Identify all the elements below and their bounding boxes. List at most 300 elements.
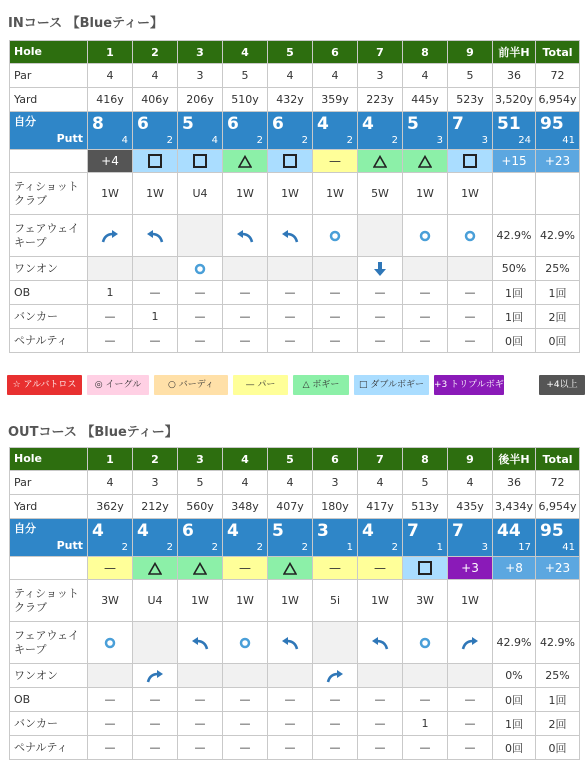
par-row-cell: 4: [133, 64, 178, 88]
one-on-row-cell: [178, 664, 223, 688]
tee-club-row-cell: 1W: [313, 173, 358, 215]
bunker-row-cell: —: [88, 305, 133, 329]
result-cell-bogey: [178, 557, 223, 580]
in-course-title: INコース 【Blueティー】: [8, 16, 163, 31]
ob-row-label: OB: [10, 688, 88, 712]
score-cell: [133, 519, 178, 557]
penalty-row-label: ペナルティ: [10, 736, 88, 760]
score-cell: [358, 519, 403, 557]
bogey-icon: [193, 562, 207, 575]
putt-label: Putt: [56, 132, 83, 145]
result-row: [10, 150, 580, 173]
penalty-row-cell: —: [403, 329, 448, 353]
fairway-row-cell: [178, 215, 223, 257]
hole-header: Hole: [10, 41, 88, 64]
bunker-row-cell: 1回: [493, 305, 536, 329]
yard-row-cell: 416y: [88, 88, 133, 112]
hole-header: Hole: [10, 448, 88, 471]
result-cell-double: [178, 150, 223, 173]
penalty-row-cell: —: [133, 736, 178, 760]
one-on-row-cell: [313, 257, 358, 281]
bunker-row-cell: —: [223, 305, 268, 329]
bogey-icon: [238, 155, 252, 168]
bunker-row-cell: —: [358, 305, 403, 329]
result-label-cell: [10, 557, 88, 580]
score-label: 自分: [14, 115, 36, 128]
yard-row-cell: 212y: [133, 495, 178, 519]
fairway-row-cell: 42.9%: [536, 622, 580, 664]
bogey-icon: [283, 562, 297, 575]
penalty-row-cell: —: [268, 736, 313, 760]
par-row-cell: 5: [223, 64, 268, 88]
putts: 17: [518, 542, 531, 553]
tee-club-row-cell: [493, 173, 536, 215]
double-bogey-icon: [193, 154, 207, 168]
yard-row-cell: 359y: [313, 88, 358, 112]
tee-club-row-cell: [493, 580, 536, 622]
result-text: —: [239, 561, 251, 575]
bunker-row-label: バンカー: [10, 305, 88, 329]
result-cell-double: [448, 150, 493, 173]
result-cell-bogey: [268, 557, 313, 580]
ob-row-cell: —: [448, 281, 493, 305]
hole-number: 9: [448, 448, 493, 471]
result-cell-sum: [536, 150, 580, 173]
strokes: 95: [540, 114, 564, 134]
bunker-row-cell: 1: [133, 305, 178, 329]
one-on-row-label: ワンオン: [10, 257, 88, 281]
strokes: 5: [182, 114, 194, 134]
strokes: 7: [452, 521, 464, 541]
bunker-row-label: バンカー: [10, 712, 88, 736]
double-bogey-icon: [148, 154, 162, 168]
result-row: [10, 557, 580, 580]
yard-row-cell: 407y: [268, 495, 313, 519]
fairway-row: [10, 622, 580, 664]
fairway-row-cell: [313, 215, 358, 257]
yard-row-cell: 417y: [358, 495, 403, 519]
legend-item: ○ バーディ: [154, 375, 228, 395]
bunker-row-cell: —: [403, 305, 448, 329]
strokes: 6: [137, 114, 149, 134]
yard-row-cell: 523y: [448, 88, 493, 112]
bunker-row: [10, 712, 580, 736]
result-cell-par: [313, 557, 358, 580]
penalty-row-cell: —: [178, 329, 223, 353]
result-cell-par: [88, 557, 133, 580]
legend-item: +4以上: [539, 375, 585, 395]
strokes: 4: [362, 114, 374, 134]
ob-row-cell: —: [223, 281, 268, 305]
fairway-row-cell: [133, 215, 178, 257]
bunker-row-cell: —: [88, 712, 133, 736]
par-row-cell: 3: [178, 64, 223, 88]
one-on-row-cell: [268, 257, 313, 281]
result-cell-par: [358, 557, 403, 580]
tee-club-row-cell: [536, 173, 580, 215]
putts: 41: [562, 542, 575, 553]
ob-row-cell: —: [133, 688, 178, 712]
putts: 2: [166, 542, 173, 553]
tee-club-row-cell: 3W: [403, 580, 448, 622]
par-row-cell: 5: [178, 471, 223, 495]
result-cell-triple: [448, 557, 493, 580]
score-cell: [178, 112, 223, 150]
tee-club-row-cell: 1W: [178, 580, 223, 622]
ob-row-cell: —: [268, 281, 313, 305]
penalty-row-cell: —: [448, 736, 493, 760]
penalty-row-cell: —: [88, 329, 133, 353]
score-row: [10, 112, 580, 150]
putts: 2: [301, 135, 308, 146]
par-row-label: Par: [10, 64, 88, 88]
ob-row-cell: 0回: [493, 688, 536, 712]
par-row-cell: 4: [313, 64, 358, 88]
par-row-cell: 3: [358, 64, 403, 88]
miss-right-arrow-icon: [326, 669, 344, 683]
score-cell: [358, 112, 403, 150]
yard-row-cell: 3,434y: [493, 495, 536, 519]
fairway-hit-icon: [419, 637, 431, 649]
one-on-row-cell: [403, 257, 448, 281]
result-cell-bogey: [358, 150, 403, 173]
result-cell-bogey: [223, 150, 268, 173]
ob-row-cell: 1回: [536, 688, 580, 712]
hole-number: Total: [536, 448, 580, 471]
tee-club-row-label: ティショットクラブ: [10, 580, 88, 622]
one-on-row-cell: 0%: [493, 664, 536, 688]
par-row-cell: 4: [223, 471, 268, 495]
par-row-cell: 4: [403, 64, 448, 88]
ob-row-cell: —: [403, 281, 448, 305]
bunker-row-cell: —: [313, 712, 358, 736]
fairway-hit-icon: [464, 230, 476, 242]
putts: 3: [436, 135, 443, 146]
ob-row-cell: —: [178, 688, 223, 712]
hole-number: 9: [448, 41, 493, 64]
result-cell-sum: [536, 557, 580, 580]
hole-number: 1: [88, 41, 133, 64]
one-on-row-cell: [268, 664, 313, 688]
putts: 41: [562, 135, 575, 146]
penalty-row-cell: —: [358, 329, 403, 353]
fairway-row-cell: [268, 622, 313, 664]
one-on-row-cell: [358, 257, 403, 281]
result-text: —: [329, 561, 341, 575]
tee-club-row-cell: 1W: [133, 173, 178, 215]
par-row-cell: 5: [403, 471, 448, 495]
one-on-row-cell: [223, 664, 268, 688]
yard-row-cell: 180y: [313, 495, 358, 519]
fairway-row-cell: [178, 622, 223, 664]
penalty-row-cell: —: [313, 736, 358, 760]
result-text: —: [374, 561, 386, 575]
ob-row: [10, 281, 580, 305]
result-cell-double: [403, 557, 448, 580]
result-cell-par: [223, 557, 268, 580]
one-on-row-cell: [178, 257, 223, 281]
result-text: +4: [101, 154, 119, 168]
hole-number: 5: [268, 448, 313, 471]
tee-club-row-cell: 5W: [358, 173, 403, 215]
short-down-arrow-icon: [374, 261, 386, 277]
result-text: +23: [544, 154, 571, 168]
putts: 24: [518, 135, 531, 146]
one-on-row-cell: [358, 664, 403, 688]
fairway-hit-icon: [104, 637, 116, 649]
bunker-row-cell: —: [178, 305, 223, 329]
bunker-row-cell: —: [448, 305, 493, 329]
result-cell-par: [313, 150, 358, 173]
ob-row-label: OB: [10, 281, 88, 305]
par-row-cell: 4: [88, 64, 133, 88]
tee-club-row-cell: 1W: [403, 173, 448, 215]
fairway-row-cell: [223, 622, 268, 664]
par-row-cell: 4: [358, 471, 403, 495]
one-on-row-cell: [223, 257, 268, 281]
penalty-row-cell: —: [88, 736, 133, 760]
penalty-row-cell: —: [313, 329, 358, 353]
par-row-cell: 4: [448, 471, 493, 495]
penalty-row-cell: —: [133, 329, 178, 353]
putts: 2: [256, 542, 263, 553]
ob-row-cell: 1回: [536, 281, 580, 305]
tee-club-row-cell: 1W: [268, 580, 313, 622]
penalty-row: [10, 329, 580, 353]
par-row-cell: 4: [88, 471, 133, 495]
strokes: 4: [92, 521, 104, 541]
strokes: 5: [407, 114, 419, 134]
score-cell: [178, 519, 223, 557]
bogey-icon: [148, 562, 162, 575]
fairway-row-cell: [268, 215, 313, 257]
one-on-row-cell: [88, 257, 133, 281]
hole-number: Total: [536, 41, 580, 64]
yard-row-cell: 6,954y: [536, 88, 580, 112]
tee-club-row: [10, 580, 580, 622]
bunker-row-cell: 1回: [493, 712, 536, 736]
miss-left-arrow-icon: [191, 636, 209, 650]
strokes: 5: [272, 521, 284, 541]
score-cell: [268, 519, 313, 557]
ob-row-cell: —: [178, 281, 223, 305]
score-cell: [88, 112, 133, 150]
yard-row-label: Yard: [10, 88, 88, 112]
fairway-hit-icon: [194, 263, 206, 275]
one-on-row: [10, 664, 580, 688]
tee-club-row-cell: 1W: [88, 173, 133, 215]
miss-right-arrow-icon: [101, 229, 119, 243]
bunker-row-cell: —: [313, 305, 358, 329]
hole-number: 後半H: [493, 448, 536, 471]
yard-row-cell: 510y: [223, 88, 268, 112]
bunker-row-cell: —: [268, 712, 313, 736]
putts: 2: [211, 542, 218, 553]
fairway-row-cell: [448, 622, 493, 664]
yard-row: [10, 88, 580, 112]
hole-number: 8: [403, 41, 448, 64]
legend-item: □ ダブルボギー: [354, 375, 429, 395]
par-row-cell: 36: [493, 471, 536, 495]
score-row: [10, 519, 580, 557]
ob-row-cell: —: [403, 688, 448, 712]
score-cell: [448, 112, 493, 150]
bunker-row-cell: 2回: [536, 712, 580, 736]
penalty-row-cell: —: [358, 736, 403, 760]
putts: 4: [121, 135, 128, 146]
tee-club-row-cell: U4: [133, 580, 178, 622]
penalty-row-cell: —: [178, 736, 223, 760]
ob-row-cell: 1回: [493, 281, 536, 305]
yard-row-cell: 206y: [178, 88, 223, 112]
ob-row: [10, 688, 580, 712]
strokes: 7: [407, 521, 419, 541]
fairway-row: [10, 215, 580, 257]
score-cell: [313, 112, 358, 150]
penalty-row: [10, 736, 580, 760]
fairway-row-cell: [358, 622, 403, 664]
par-row-cell: 72: [536, 471, 580, 495]
tee-club-row-cell: 3W: [88, 580, 133, 622]
result-text: +15: [501, 154, 527, 168]
hole-number: 6: [313, 41, 358, 64]
one-on-row-cell: [313, 664, 358, 688]
putts: 2: [256, 135, 263, 146]
penalty-row-cell: —: [223, 736, 268, 760]
penalty-row-cell: —: [268, 329, 313, 353]
one-on-row-cell: 25%: [536, 257, 580, 281]
ob-row-cell: —: [313, 281, 358, 305]
penalty-row-cell: 0回: [536, 736, 580, 760]
fairway-row-cell: [448, 215, 493, 257]
ob-row-cell: —: [268, 688, 313, 712]
ob-row-cell: —: [358, 688, 403, 712]
tee-club-row-cell: U4: [178, 173, 223, 215]
penalty-row-cell: 0回: [493, 329, 536, 353]
yard-row-cell: 513y: [403, 495, 448, 519]
par-row-label: Par: [10, 471, 88, 495]
penalty-row-cell: —: [223, 329, 268, 353]
fairway-row-cell: [88, 215, 133, 257]
fairway-row-cell: [358, 215, 403, 257]
tee-club-row-cell: 1W: [223, 173, 268, 215]
legend-item: — パー: [233, 375, 288, 395]
par-row-cell: 5: [448, 64, 493, 88]
result-cell-sum: [493, 557, 536, 580]
tee-club-row-cell: 1W: [448, 580, 493, 622]
yard-row-cell: 432y: [268, 88, 313, 112]
yard-row-label: Yard: [10, 495, 88, 519]
ob-row-cell: —: [133, 281, 178, 305]
one-on-row-label: ワンオン: [10, 664, 88, 688]
strokes: 6: [182, 521, 194, 541]
result-text: +23: [544, 561, 571, 575]
score-cell: [493, 112, 536, 150]
tee-club-row: [10, 173, 580, 215]
yard-row-cell: 223y: [358, 88, 403, 112]
strokes: 8: [92, 114, 104, 134]
tee-club-row-cell: [536, 580, 580, 622]
yard-row-cell: 6,954y: [536, 495, 580, 519]
penalty-row-cell: 0回: [493, 736, 536, 760]
strokes: 44: [497, 521, 521, 541]
strokes: 4: [362, 521, 374, 541]
putt-label: Putt: [56, 539, 83, 552]
putts: 1: [346, 542, 353, 553]
score-label-cell: [10, 112, 88, 150]
yard-row-cell: 3,520y: [493, 88, 536, 112]
score-cell: [268, 112, 313, 150]
tee-club-row-cell: 1W: [448, 173, 493, 215]
score-cell: [448, 519, 493, 557]
strokes: 51: [497, 114, 521, 134]
strokes: 95: [540, 521, 564, 541]
hole-number: 4: [223, 41, 268, 64]
legend-item: △ ボギー: [293, 375, 349, 395]
fairway-row-label: フェアウェイキープ: [10, 215, 88, 257]
strokes: 4: [137, 521, 149, 541]
fairway-hit-icon: [239, 637, 251, 649]
tee-club-row-cell: 1W: [268, 173, 313, 215]
par-row-cell: 3: [133, 471, 178, 495]
hole-number: 5: [268, 41, 313, 64]
result-cell-double: [133, 150, 178, 173]
penalty-row-cell: —: [448, 329, 493, 353]
one-on-row-cell: [448, 257, 493, 281]
one-on-row-cell: [448, 664, 493, 688]
putts: 3: [481, 135, 488, 146]
one-on-row-cell: [88, 664, 133, 688]
putts: 4: [211, 135, 218, 146]
result-cell-bogey: [133, 557, 178, 580]
bunker-row-cell: —: [268, 305, 313, 329]
miss-right-arrow-icon: [461, 636, 479, 650]
score-cell: [223, 519, 268, 557]
hole-number: 前半H: [493, 41, 536, 64]
result-text: —: [329, 154, 341, 168]
hole-number: 1: [88, 448, 133, 471]
fairway-row-cell: [403, 622, 448, 664]
hole-number: 2: [133, 41, 178, 64]
one-on-row: [10, 257, 580, 281]
bunker-row-cell: 2回: [536, 305, 580, 329]
bogey-icon: [373, 155, 387, 168]
miss-left-arrow-icon: [371, 636, 389, 650]
par-row-cell: 4: [268, 64, 313, 88]
result-cell-double: [268, 150, 313, 173]
ob-row-cell: —: [223, 688, 268, 712]
yard-row-cell: 445y: [403, 88, 448, 112]
result-label-cell: [10, 150, 88, 173]
fairway-row-cell: 42.9%: [536, 215, 580, 257]
par-row-cell: 4: [268, 471, 313, 495]
miss-left-arrow-icon: [236, 229, 254, 243]
header-row: [10, 41, 580, 64]
putts: 2: [301, 542, 308, 553]
strokes: 6: [227, 114, 239, 134]
yard-row-cell: 560y: [178, 495, 223, 519]
par-row-cell: 3: [313, 471, 358, 495]
bogey-icon: [418, 155, 432, 168]
putts: 2: [166, 135, 173, 146]
fairway-hit-icon: [419, 230, 431, 242]
hole-number: 6: [313, 448, 358, 471]
score-cell: [493, 519, 536, 557]
penalty-row-cell: 0回: [536, 329, 580, 353]
in-course-scorecard: [9, 40, 580, 353]
score-cell: [223, 112, 268, 150]
bunker-row-cell: —: [133, 712, 178, 736]
